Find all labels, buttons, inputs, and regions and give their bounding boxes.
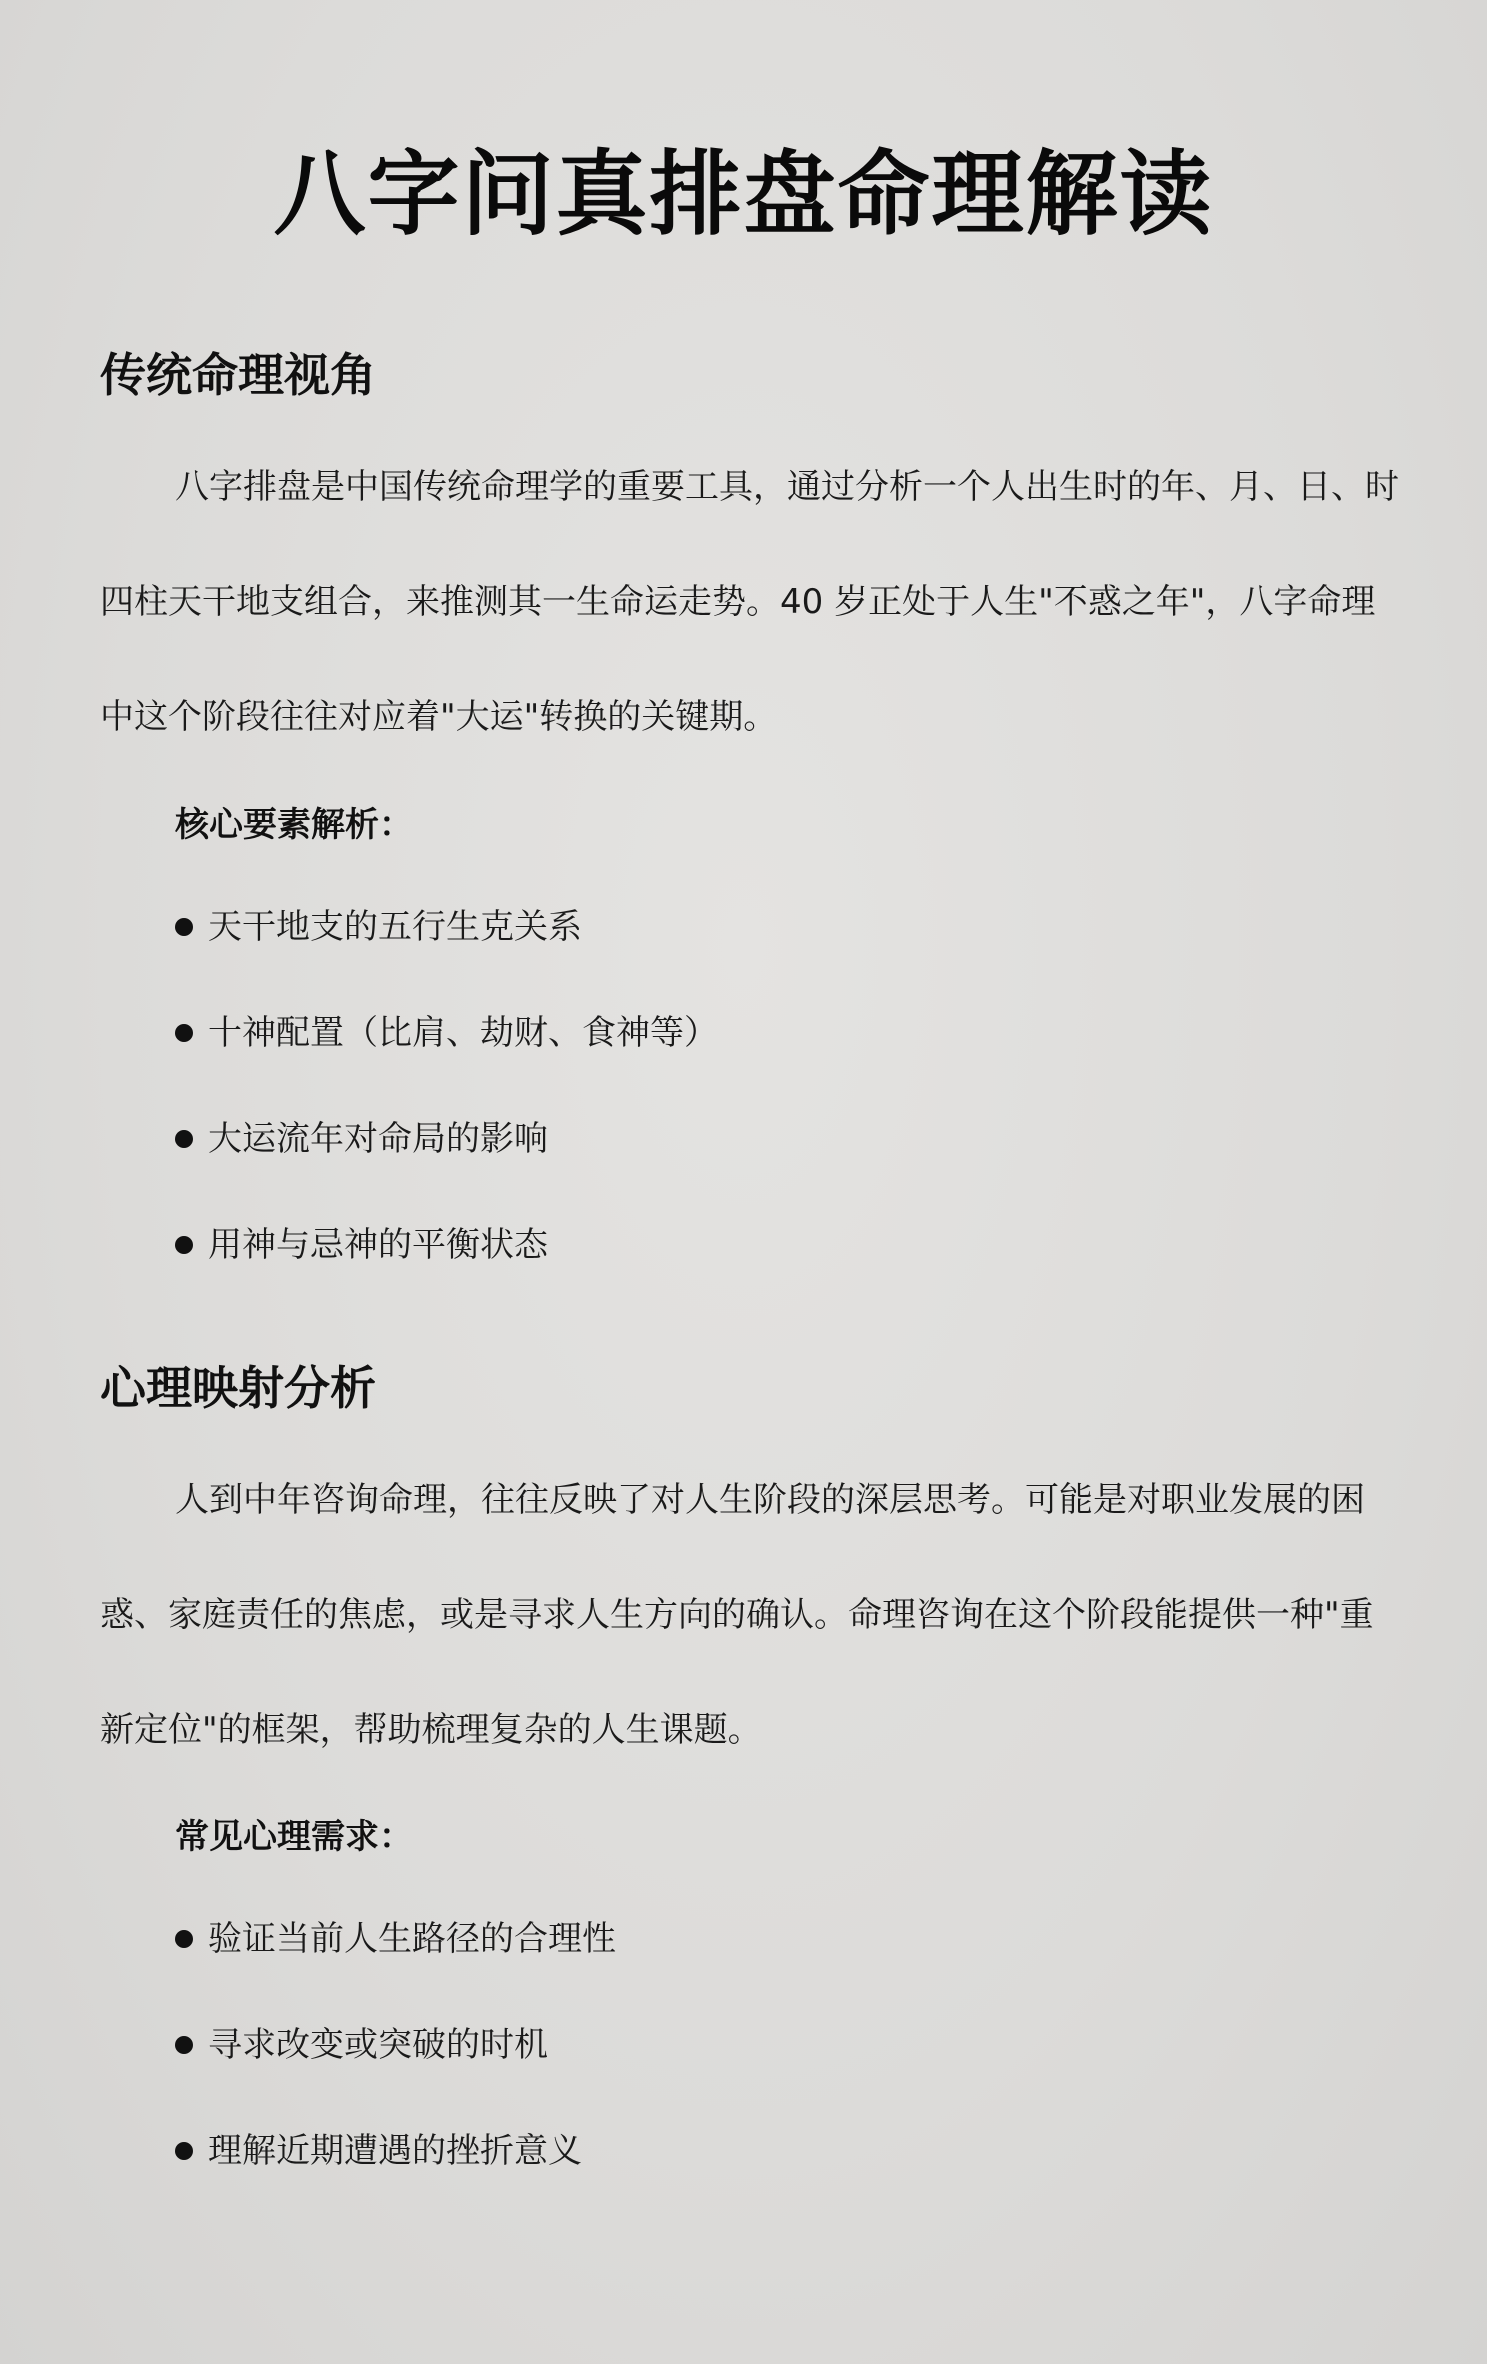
list-item-text: 十神配置（比肩、劫财、食神等） [208,1013,718,1053]
bullet-dot-icon [175,918,193,936]
section-paragraph-psychology: 人到中年咨询命理，往往反映了对人生阶段的深层思考。可能是对职业发展的困惑、家庭责任的焦虑，或是寻求人生方向的确认。命理咨询在这个阶段能提供一种"重新定位"的框架，帮助梳理复杂的人生课题。 [100,1480,1374,1750]
section-paragraph-traditional: 八字排盘是中国传统命理学的重要工具，通过分析一个人出生时的年、月、日、时四柱天干地支组合，来推测其一生命运走势。40 岁正处于人生"不惑之年"，八字命理中这个阶段往往对应着"大运"转换的关键期。 [100,467,1399,737]
list-item [175,1220,718,1326]
list-item-text: 验证当前人生路径的合理性 [208,1919,616,1959]
section-heading-psychology: 心理映射分析 [100,1361,376,1415]
list-item-text: 天干地支的五行生克关系 [208,907,582,947]
subheading-psych-needs: 常见心理需求： [175,1817,413,1857]
list-item [175,1114,718,1220]
list-item [175,902,718,1008]
bullet-dot-icon [175,1236,193,1254]
bullet-dot-icon [175,2142,193,2160]
bullet-dot-icon [175,1130,193,1148]
bullet-dot-icon [175,1930,193,1948]
list-item-text: 理解近期遭遇的挫折意义 [208,2131,582,2171]
list-item [175,1914,616,2020]
list-item [175,2020,616,2126]
subheading-core-elements: 核心要素解析： [175,805,413,845]
list-item-text: 用神与忌神的平衡状态 [208,1225,548,1265]
bullet-list-psych-needs [175,1914,616,2232]
bullet-dot-icon [175,1024,193,1042]
list-item-text: 寻求改变或突破的时机 [208,2025,548,2065]
list-item [175,1008,718,1114]
list-item-text: 大运流年对命局的影响 [208,1119,548,1159]
bullet-list-core-elements [175,902,718,1326]
bullet-dot-icon [175,2036,193,2054]
list-item [175,2126,616,2232]
page-title: 八字问真排盘命理解读 [273,141,1214,248]
section-heading-traditional: 传统命理视角 [100,348,376,402]
